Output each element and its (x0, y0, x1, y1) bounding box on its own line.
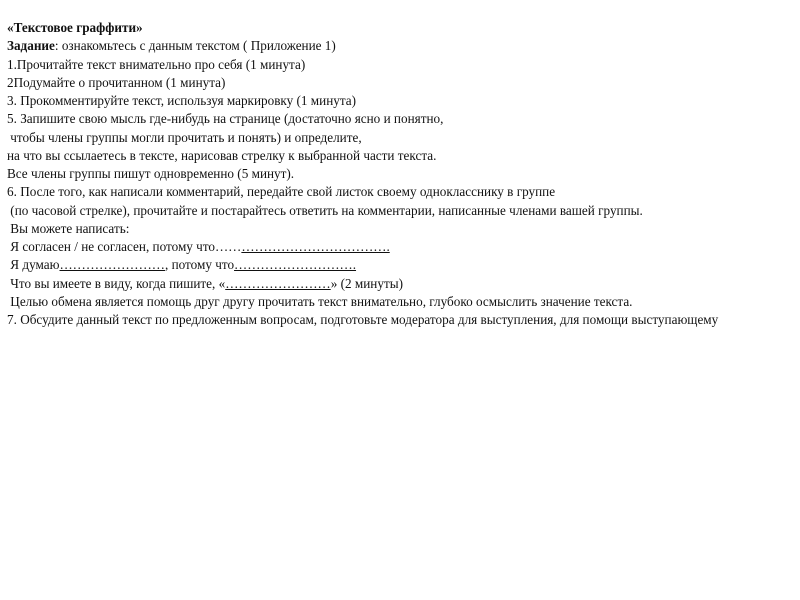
document-title: «Текстовое граффити» (7, 20, 143, 35)
assignment-document (7, 19, 800, 329)
mean-line (7, 275, 800, 293)
think-prefix: Я думаю (7, 257, 60, 273)
step-6-line-2: (по часовой стрелке), прочитайте и постарайтесь ответить на комментарии, написанные членами вашей группы. (7, 202, 643, 218)
step-2: 2Подумайте о прочитанном (1 минута) (7, 74, 226, 90)
mean-suffix: » (2 минуты) (330, 275, 403, 291)
mean-blank: …………………… (225, 275, 331, 291)
step-5-line-3: на что вы ссылаетесь в тексте, нарисовав стрелку к выбранной части текста. (7, 147, 437, 163)
step-6-line-1: 6. После того, как написали комментарий, передайте свой листок своему однокласснику в группе (7, 184, 556, 200)
think-blank-1: …………………… (59, 257, 165, 273)
step-3: 3. Прокомментируйте текст, используя маркировку (1 минута) (7, 93, 357, 108)
step-5-line-1: 5. Запишите свою мысль где-нибудь на странице (достаточно ясно и понятно, (7, 111, 444, 127)
step-5-line-4: Все члены группы пишут одновременно (5 минут). (7, 166, 295, 181)
agree-blank: ……………………………. (241, 239, 390, 254)
step-1: 1.Прочитайте текст внимательно про себя (1 минута) (7, 56, 306, 72)
task-text: : ознакомьтесь с данным текстом ( Приложение 1) (54, 38, 336, 54)
goal-line: Целью обмена является помощь друг другу прочитать текст внимательно, глубоко осмыслить значение текста. (7, 293, 633, 309)
think-line (7, 256, 800, 274)
can-write-line: Вы можете написать: (7, 220, 130, 236)
task-line (7, 37, 800, 55)
agree-prefix: Я согласен / не согласен, потому что…… (7, 239, 242, 254)
agree-line (7, 238, 800, 256)
mean-prefix: Что вы имеете в виду, когда пишите, « (7, 275, 226, 291)
think-middle: , потому что (164, 257, 235, 273)
step-5-line-2: чтобы члены группы могли прочитать и понять) и определите, (7, 129, 362, 145)
step-7: 7. Обсудите данный текст по предложенным вопросам, подготовьте модератора для выступления, для помощи выступающему (7, 312, 719, 327)
task-label: Задание (7, 38, 55, 54)
think-blank-2: ………………………. (234, 257, 357, 273)
